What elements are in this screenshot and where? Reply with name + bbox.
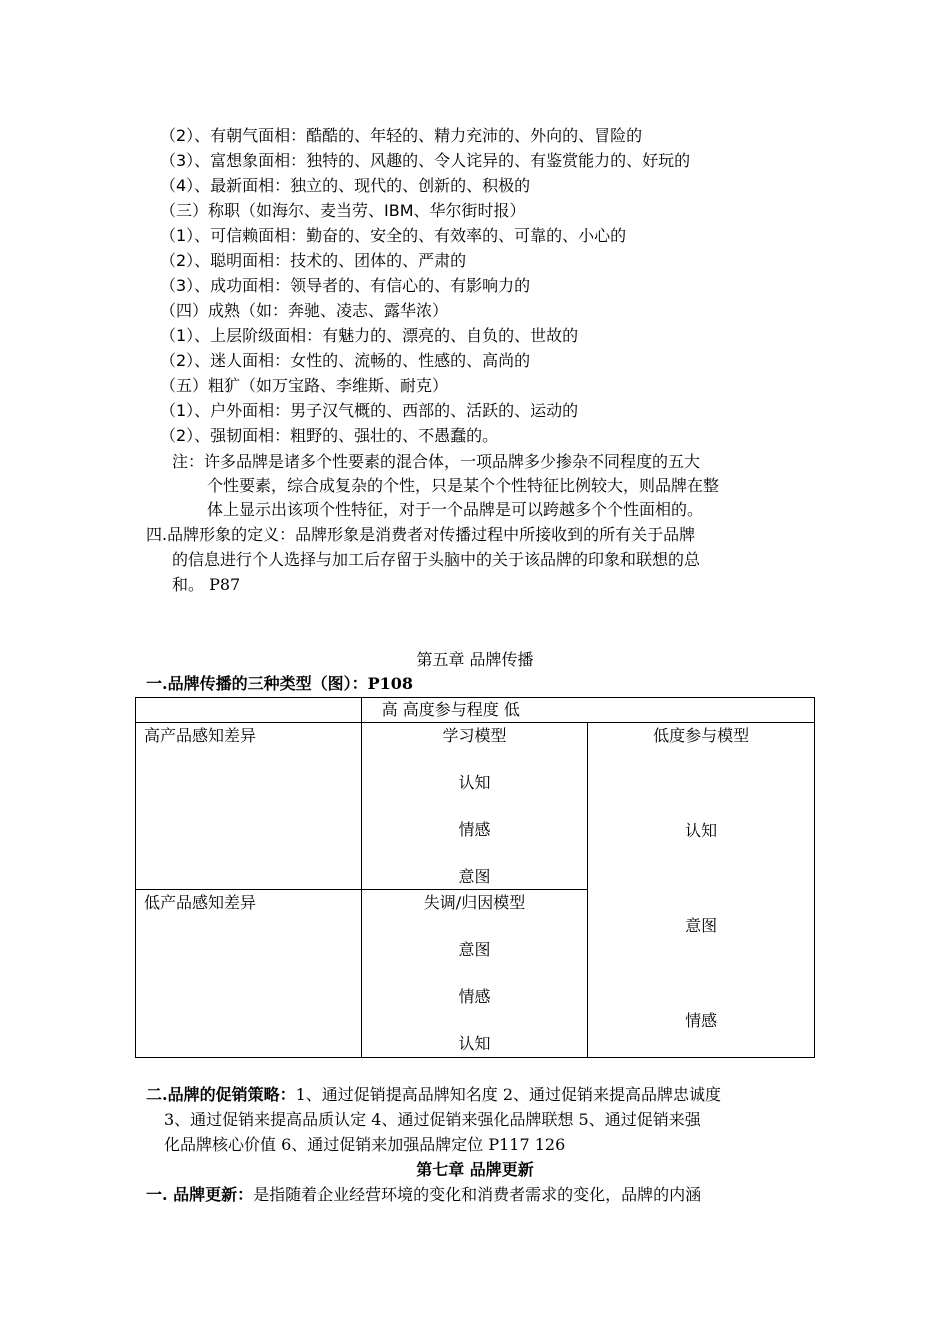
- personality-line: （4）、最新面相：独立的、现代的、创新的、积极的: [160, 176, 531, 195]
- learning-model-title: 学习模型: [442, 726, 507, 745]
- dissonance-step: 情感: [458, 987, 491, 1006]
- promotion-heading: 二.品牌的促销策略：: [146, 1085, 296, 1104]
- personality-line: （1）、可信赖面相：勤奋的、安全的、有效率的、可靠的、小心的: [160, 226, 627, 245]
- learning-step: 情感: [458, 820, 491, 839]
- definition-line: 四.品牌形象的定义：品牌形象是消费者对传播过程中所接收到的所有关于品牌: [146, 525, 696, 544]
- personality-line: （2）、迷人面相：女性的、流畅的、性感的、高尚的: [160, 351, 531, 370]
- personality-line: （四）成熟（如：奔驰、凌志、露华浓）: [160, 301, 449, 320]
- promotion-line: [146, 1083, 721, 1107]
- personality-line: （1）、上层阶级面相：有魅力的、漂亮的、自负的、世故的: [160, 326, 579, 345]
- personality-line: （1）、户外面相：男子汉气概的、西部的、活跃的、运动的: [160, 401, 579, 420]
- definition-line: 和。 P87: [172, 575, 241, 594]
- promotion-text: 1、通过促销提高品牌知名度 2、通过促销来提高品牌忠诚度: [295, 1085, 722, 1104]
- personality-line: （2）、有朝气面相：酷酷的、年轻的、精力充沛的、外向的、冒险的: [160, 126, 643, 145]
- personality-line: （3）、富想象面相：独特的、风趣的、令人诧异的、有鉴赏能力的、好玩的: [160, 151, 691, 170]
- table-corner-cell: [136, 698, 362, 723]
- low-involvement-step: 意图: [685, 916, 718, 935]
- personality-line: （2）、强韧面相：粗野的、强壮的、不愚蠢的。: [160, 426, 499, 445]
- chapter-title: 第五章 品牌传播: [416, 650, 534, 669]
- communication-types-table: [135, 697, 815, 1058]
- learning-step: 认知: [458, 773, 491, 792]
- dissonance-step: 认知: [458, 1034, 491, 1053]
- promotion-line: 3、通过促销来提高品质认定 4、通过促销来强化品牌联想 5、通过促销来强: [164, 1110, 701, 1129]
- learning-model-cell: [361, 723, 588, 890]
- learning-step: 意图: [458, 867, 491, 886]
- dissonance-step: 意图: [458, 940, 491, 959]
- renewal-line: [146, 1183, 701, 1207]
- note-line: 体上显示出该项个性特征，对于一个品牌是可以跨越多个个性面相的。: [207, 500, 704, 519]
- renewal-heading: 一. 品牌更新：: [146, 1185, 254, 1204]
- low-involvement-step: 认知: [685, 821, 718, 840]
- renewal-text: 是指随着企业经营环境的变化和消费者需求的变化，品牌的内涵: [253, 1185, 702, 1204]
- personality-line: （三）称职（如海尔、麦当劳、IBM、华尔街时报）: [160, 201, 526, 220]
- section-heading: 一.品牌传播的三种类型（图）：P108: [146, 674, 414, 693]
- row-label-high: 高产品感知差异: [136, 723, 362, 890]
- row-label-low: 低产品感知差异: [136, 890, 362, 1058]
- personality-line: （3）、成功面相：领导者的、有信心的、有影响力的: [160, 276, 531, 295]
- low-involvement-step: 情感: [685, 1011, 718, 1030]
- dissonance-model-title: 失调/归因模型: [423, 893, 526, 912]
- personality-line: （2）、聪明面相：技术的、团体的、严肃的: [160, 251, 467, 270]
- chapter-title: 第七章 品牌更新: [416, 1160, 534, 1179]
- promotion-line: 化品牌核心价值 6、通过促销来加强品牌定位 P117 126: [164, 1135, 566, 1154]
- definition-line: 的信息进行个人选择与加工后存留于头脑中的关于该品牌的印象和联想的总: [172, 550, 701, 569]
- low-involvement-cell: [588, 723, 815, 1058]
- dissonance-model-cell: [361, 890, 588, 1058]
- personality-line: （五）粗犷（如万宝路、李维斯、耐克）: [160, 376, 449, 395]
- involvement-header: 高 高度参与程度 低: [361, 698, 814, 723]
- note-line: 个性要素，综合成复杂的个性，只是某个个性特征比例较大，则品牌在整: [207, 476, 720, 495]
- note-line: 注：许多品牌是诸多个性要素的混合体，一项品牌多少掺杂不同程度的五大: [172, 452, 701, 471]
- low-involvement-title: 低度参与模型: [653, 726, 750, 745]
